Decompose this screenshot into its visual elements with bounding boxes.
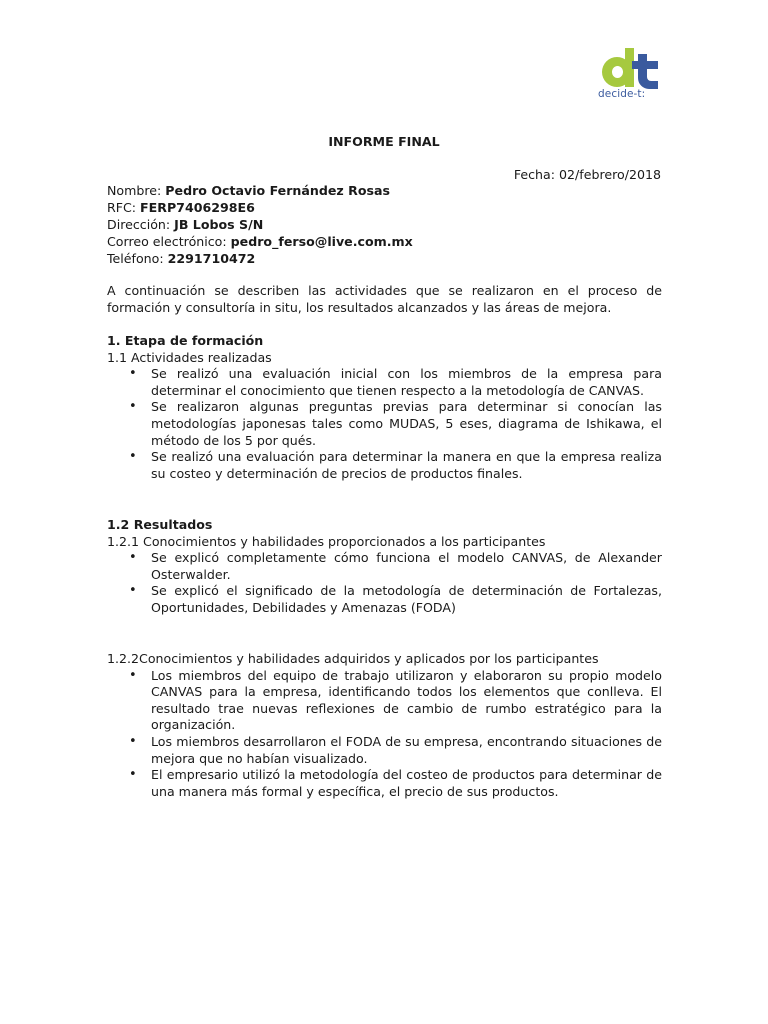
address-label: Dirección:	[107, 217, 175, 232]
subsection-heading: 1.1 Actividades realizadas	[107, 349, 272, 365]
rfc-label: RFC:	[107, 200, 141, 215]
subsection-heading: 1.2.2Conocimientos y habilidades adquiridos y aplicados por los participantes	[107, 651, 599, 666]
address-line	[107, 217, 662, 234]
list-item: • Se explicó el significado de la metodología de determinación de Fortalezas, Oportunidades, Debilidades y Amenazas (FODA)	[107, 583, 662, 616]
list-item: • Se realizaron algunas preguntas previas para determinar si conocían las metodologías japonesas tales como MUDAS, 5 eses, diagrama de Ishikawa, el método de los 5 por qués.	[107, 399, 662, 449]
report-title: INFORME FINAL	[328, 134, 440, 149]
list-item: • Los miembros del equipo de trabajo utilizaron y elaboraron su propio modelo CANVAS para la empresa, identificando todos los elementos que conlleva. El resultado trae nuevas reflexiones de cambio de rumbo estratégico para la organización.	[107, 668, 662, 734]
subsection-heading: 1.2.1 Conocimientos y habilidades proporcionados a los participantes	[107, 533, 546, 549]
section-heading: 1. Etapa de formación	[107, 333, 264, 348]
logo-mark-icon	[598, 44, 664, 90]
list-item: • Se realizó una evaluación inicial con los miembros de la empresa para determinar el conocimiento que tienen respecto a la metodología de CANVAS.	[107, 366, 662, 399]
rfc-value: FERP7406298E6	[140, 200, 255, 215]
phone-line	[107, 251, 662, 268]
logo-text: decide-t:	[598, 88, 646, 100]
company-logo	[598, 44, 664, 104]
phone-label: Teléfono:	[107, 251, 168, 266]
name-label: Nombre:	[107, 183, 166, 198]
email-value: pedro_ferso@live.com.mx	[230, 234, 413, 249]
bullet-list	[107, 366, 662, 482]
report-date: Fecha: 02/febrero/2018	[513, 167, 661, 182]
list-item: • Se explicó completamente cómo funciona el modelo CANVAS, de Alexander Osterwalder.	[107, 550, 662, 583]
name-value: Pedro Octavio Fernández Rosas	[165, 183, 390, 198]
section-adquiridos	[107, 651, 662, 800]
list-item: • El empresario utilizó la metodología del costeo de productos para determinar de una manera más formal y específica, el precio de sus productos.	[107, 767, 662, 800]
section-resultados	[107, 517, 662, 617]
intro-paragraph: A continuación se describen las actividades que se realizaron en el proceso de formación y consultoría in situ, los resultados alcanzados y las áreas de mejora.	[107, 283, 662, 315]
email-label: Correo electrónico:	[107, 234, 231, 249]
list-item: • Se realizó una evaluación para determinar la manera en que la empresa realiza su costeo y determinación de precios de productos finales.	[107, 449, 662, 482]
personal-info	[107, 183, 662, 268]
section-heading: 1.2 Resultados	[107, 517, 213, 532]
email-line	[107, 234, 662, 251]
phone-value: 2291710472	[167, 251, 256, 266]
rfc-line	[107, 200, 662, 217]
name-line	[107, 183, 662, 200]
section-formacion	[107, 333, 662, 482]
address-value: JB Lobos S/N	[174, 217, 264, 232]
bullet-list	[107, 668, 662, 801]
bullet-list	[107, 550, 662, 616]
list-item: • Los miembros desarrollaron el FODA de su empresa, encontrando situaciones de mejora que no habían visualizado.	[107, 734, 662, 767]
